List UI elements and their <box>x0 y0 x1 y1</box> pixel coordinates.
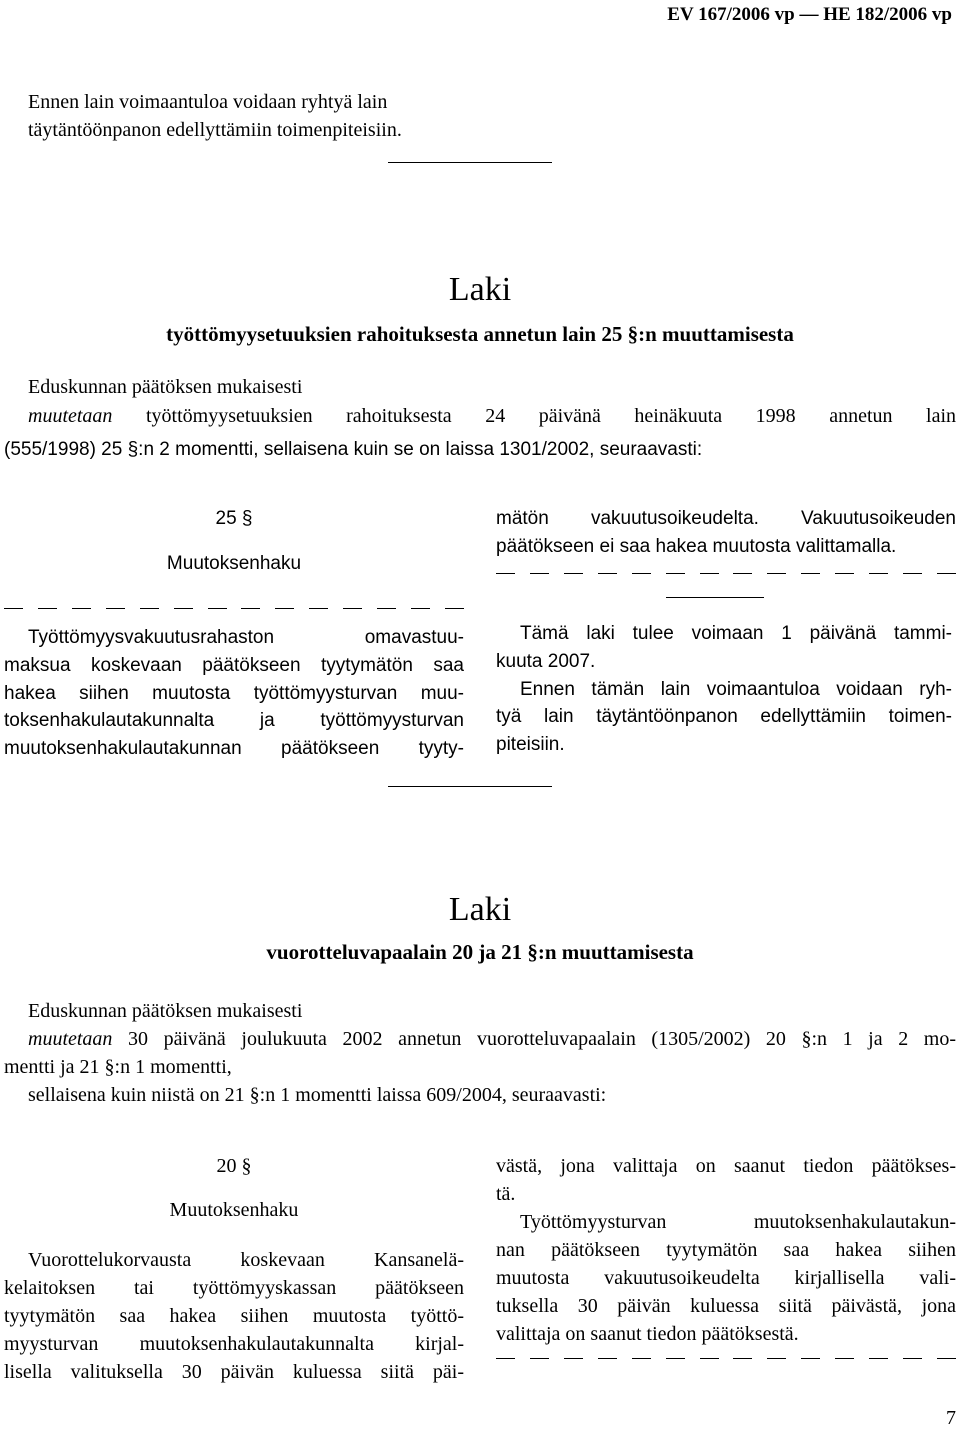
section-text-line: västä, jona valittaja on saanut tiedon päätökses- <box>496 1155 956 1177</box>
enactment-clause: Eduskunnan päätöksen mukaisesti <box>28 1000 303 1022</box>
section-text-line: nan päätökseen tyytymätön saa hakea siihen <box>496 1239 956 1261</box>
omission-dashes <box>496 573 956 575</box>
amendment-line <box>28 402 956 430</box>
section-text-line: muutosta vakuutusoikeudelta kirjallisella vali- <box>496 1267 956 1289</box>
enactment-clause: Eduskunnan päätöksen mukaisesti <box>28 376 303 398</box>
section-text-line: lisella valituksella 30 päivän kuluessa siitä päi- <box>4 1361 464 1383</box>
section-text-line: tuksella 30 päivän kuluessa siitä päivästä, jona <box>496 1295 956 1317</box>
intro-line: täytäntöönpanon edellyttämiin toimenpiteisiin. <box>28 119 402 141</box>
section-text-line: valittaja on saanut tiedon päätöksestä. <box>496 1323 799 1345</box>
amend-line-rest: työttömyysetuuksien rahoituksesta 24 päivänä heinäkuuta 1998 annetun lain <box>145 405 957 427</box>
section-heading: Muutoksenhaku <box>166 553 302 574</box>
separator-rule <box>388 786 552 787</box>
section-text-line: Työttömyysturvan muutoksenhakulautakun- <box>520 1211 956 1233</box>
section-text-line: mätön vakuutusoikeudelta. Vakuutusoikeuden <box>496 508 956 529</box>
running-head: EV 167/2006 vp — HE 182/2006 vp <box>667 4 952 25</box>
law-title: Laki <box>448 271 512 308</box>
section-text-line: kelaitoksen tai työttömyyskassan päätökseen <box>4 1277 464 1299</box>
amendment-line: sellaisena kuin niistä on 21 §:n 1 momentti laissa 609/2004, seuraavasti: <box>28 1084 607 1106</box>
entry-into-force-line: kuuta 2007. <box>496 651 596 672</box>
section-text-line: maksua koskevaan päätökseen tyytymätön saa <box>4 655 464 676</box>
amendment-line: (555/1998) 25 §:n 2 momentti, sellaisena kuin se on laissa 1301/2002, seuraavasti: <box>4 439 703 460</box>
section-text-line: myysturvan muutoksenhakulautakunnalta kirjal- <box>4 1333 464 1355</box>
amend-keyword: muutetaan <box>28 405 113 427</box>
transition-line: tyä lain täytäntöönpanon edellyttämiin toimen- <box>496 706 952 727</box>
omission-dashes <box>496 1358 956 1360</box>
section-text-line: Vuorottelukorvausta koskevaan Kansanelä- <box>28 1249 464 1271</box>
entry-into-force-line: Tämä laki tulee voimaan 1 päivänä tammi- <box>520 623 952 644</box>
amend-keyword: muutetaan <box>28 1028 113 1050</box>
omission-dashes <box>4 608 464 610</box>
page-number: 7 <box>946 1407 956 1429</box>
section-text-line: Työttömyysvakuutusrahaston omavastuu- <box>28 627 464 648</box>
transition-line: Ennen tämän lain voimaantuloa voidaan ryh- <box>520 679 952 700</box>
intro-line: Ennen lain voimaantuloa voidaan ryhtyä lain <box>28 91 388 113</box>
amendment-line: mentti ja 21 §:n 1 momentti, <box>4 1056 232 1078</box>
amend-line-rest: 30 päivänä joulukuuta 2002 annetun vuorotteluvapaalain (1305/2002) 20 §:n 1 ja 2 mo- <box>128 1028 956 1050</box>
separator-rule <box>666 597 764 598</box>
amendment-line <box>28 1025 956 1053</box>
section-heading: Muutoksenhaku <box>169 1199 299 1221</box>
section-text-line: toksenhakulautakunnalta ja työttömyysturvan <box>4 710 464 731</box>
law-title: Laki <box>448 891 512 928</box>
transition-line: piteisiin. <box>496 734 565 755</box>
section-text-line: hakea siihen muutosta työttömyysturvan muu- <box>4 683 464 704</box>
law-subtitle: työttömyysetuuksien rahoituksesta annetun lain 25 §:n muuttamisesta <box>166 322 794 346</box>
section-number: 20 § <box>216 1155 252 1177</box>
section-number: 25 § <box>215 508 253 529</box>
section-text-line: tä. <box>496 1183 516 1205</box>
section-text-line: muutoksenhakulautakunnan päätökseen tyyty- <box>4 738 464 759</box>
law-subtitle: vuorotteluvapaalain 20 ja 21 §:n muuttamisesta <box>266 940 694 964</box>
section-text-line: päätökseen ei saa hakea muutosta valittamalla. <box>496 536 897 557</box>
section-text-line: tyytymätön saa hakea siihen muutosta työttö- <box>4 1305 464 1327</box>
separator-rule <box>388 162 552 163</box>
